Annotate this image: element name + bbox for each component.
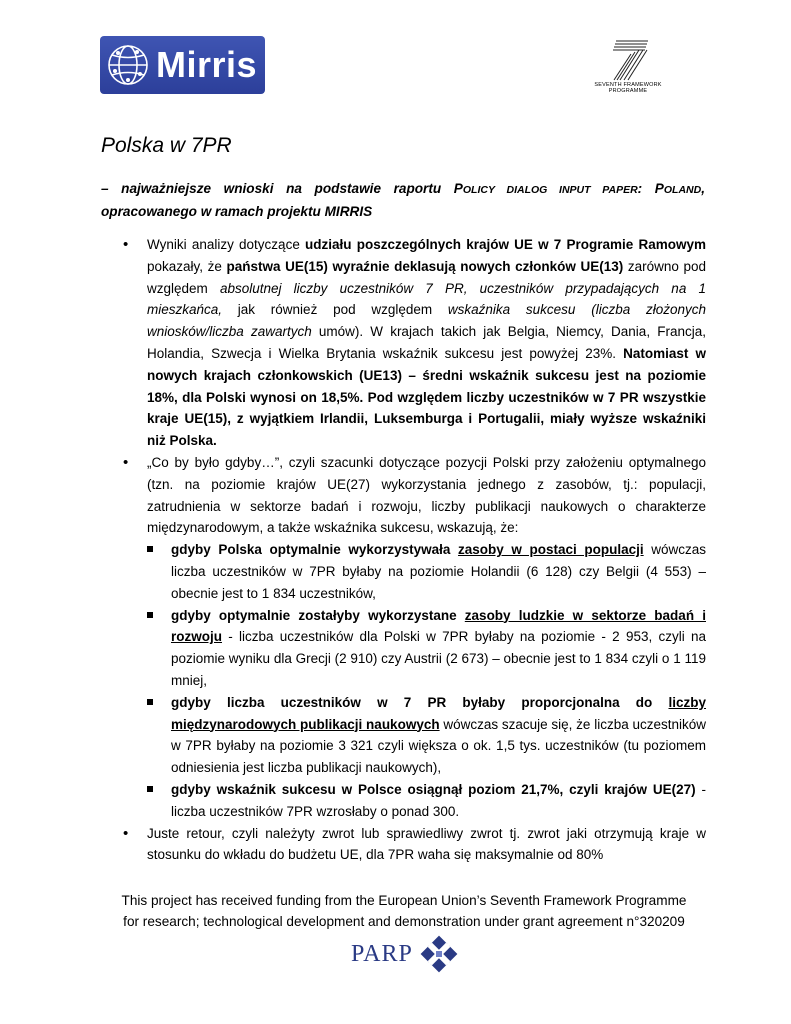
bullet-3	[101, 823, 706, 867]
s3-bold: gdyby liczba uczestników w 7 PR byłaby proporcjonalna do	[171, 694, 669, 710]
s4-bold: gdyby wskaźnik sukcesu w Polsce osiągnął poziom 21,7%, czyli krajów UE(27)	[171, 781, 696, 797]
parp-logo	[351, 934, 459, 974]
subtitle-part2: , opracowanego w ramach projektu MIRRIS	[101, 181, 705, 219]
b3-text: Juste retour, czyli należyty zwrot lub sprawiedliwy zwrot tj. zwrot jaki otrzymują kraje w stosunku do wkładu do budżetu UE, dla 7PR waha się maksymalnie od 80%	[147, 825, 706, 863]
s4-rest: - liczba uczestników 7PR wzrosłaby o ponad 300.	[171, 781, 707, 819]
sub-bullet-3	[147, 692, 706, 779]
s1-rest: wówczas liczba uczestników w 7PR byłaby na poziomie Holandii (6 128) czy Belgii (4 553) – obecnie jest to 1 834 uczestników,	[171, 542, 707, 601]
sub-bullet-1	[147, 539, 706, 604]
b1-t10: Natomiast w nowych krajach członkowskich (UE13) – średni wskaźnik sukcesu jest na poziomie 18%, dla Polski wynosi on 18,5%. Pod względem liczby uczestników w 7 PR wszystkie kraje UE(15), z wyjątkiem Irlandii, Luksemburga i Portugalii, miały wyższe wskaźniki niż Polska.	[147, 345, 706, 449]
subtitle-colon: :	[637, 181, 655, 196]
b1-t2: udziału poszczególnych krajów UE w 7 Programie Ramowym	[305, 237, 706, 252]
sub-bullet-list	[147, 539, 706, 822]
s2-bold: gdyby optymalnie zostałyby wykorzystane	[171, 607, 465, 623]
sub-bullet-2	[147, 605, 706, 692]
b1-t1: Wyniki analizy dotyczące	[147, 237, 306, 252]
mirris-logo	[100, 36, 265, 94]
s3-underline: liczby międzynarodowych publikacji naukowych	[171, 694, 706, 732]
subtitle-sc1-initial: P	[453, 181, 463, 196]
fp7-text-line2: PROGRAMME	[608, 88, 648, 94]
b1-t8: wskaźnika sukcesu (liczba złożonych wniosków/liczba zawartych	[147, 302, 706, 340]
subtitle-sc2-initial: P	[654, 181, 664, 196]
fp7-text-line1: SEVENTH FRAMEWORK	[594, 82, 662, 88]
bullet-1	[101, 234, 706, 452]
b1-t6: absolutnej liczby uczestników 7 PR, uczestników przypadających na 1 mieszkańca,	[147, 280, 706, 318]
mirris-globe-icon	[104, 40, 152, 90]
mirris-logo-text: Mirris	[156, 44, 258, 85]
subtitle-part1: – najważniejsze wnioski na podstawie raportu	[101, 181, 454, 196]
fp7-seven-icon	[592, 38, 664, 82]
footer-line1: This project has received funding from the European Union’s Seventh Framework Programme	[121, 893, 687, 908]
sub-bullet-4	[147, 779, 706, 823]
s2-underline: zasoby ludzkie w sektorze badań i rozwoju	[171, 607, 706, 645]
parp-logo-text: PARP	[351, 940, 413, 967]
b1-t4: państwa UE(15) wyraźnie deklasują nowych członków UE(13)	[226, 258, 624, 274]
bullet-2	[101, 452, 706, 823]
b1-t3: pokazały, że	[147, 258, 227, 274]
fp7-logo	[592, 38, 664, 96]
s2-rest: - liczba uczestników dla Polski w 7PR byłaby na poziomie - 2 953, czyli na poziomie wyniku dla Grecji (2 910) czy Austrii (2 673) – obecnie jest to 1 834 czyli o 1 119 mniej,	[171, 629, 706, 688]
s1-underline: zasoby w postaci populacji	[458, 542, 644, 558]
footer-line2: for research; technological development and demonstration under grant agreement n°320209	[123, 914, 685, 929]
main-bullet-list	[101, 234, 706, 866]
b1-t7: jak również pod względem	[222, 302, 448, 318]
subtitle-sc1-rest: OLICY DIALOG INPUT PAPER	[462, 184, 638, 196]
b2-intro: „Co by było gdyby…”, czyli szacunki dotyczące pozycji Polski przy założeniu optymalnego (tzn. na poziomie krajów UE(27) wykorzystania jednego z zasobów, tj.: populacji, zatrudnienia w sektorze badań i rozwoju, liczby publikacji naukowych o charakterze międzynarodowym, a także wskaźnika sukcesu, wskazują, że:	[147, 454, 706, 536]
b1-t9: umów). W krajach takich jak Belgia, Niemcy, Dania, Francja, Holandia, Szwecja i Wielka Brytania wskaźnik sukcesu jest powyżej 23%.	[147, 324, 706, 361]
parp-diamond-icon	[419, 934, 459, 974]
s1-bold: gdyby Polska optymalnie wykorzystywała	[171, 542, 459, 558]
b1-t5: zarówno pod względem	[147, 258, 706, 296]
subtitle	[101, 178, 705, 223]
subtitle-sc2-rest: OLAND	[663, 184, 702, 196]
page-title: Polska w 7PR	[101, 134, 232, 157]
funding-footer	[96, 890, 712, 932]
s3-rest: wówczas szacuje się, że liczba uczestników w 7PR byłaby na poziomie 3 321 czyli większa o ok. 1,5 tys. uczestników (tu poziomem odniesienia jest liczba publikacji naukowych),	[171, 716, 706, 776]
